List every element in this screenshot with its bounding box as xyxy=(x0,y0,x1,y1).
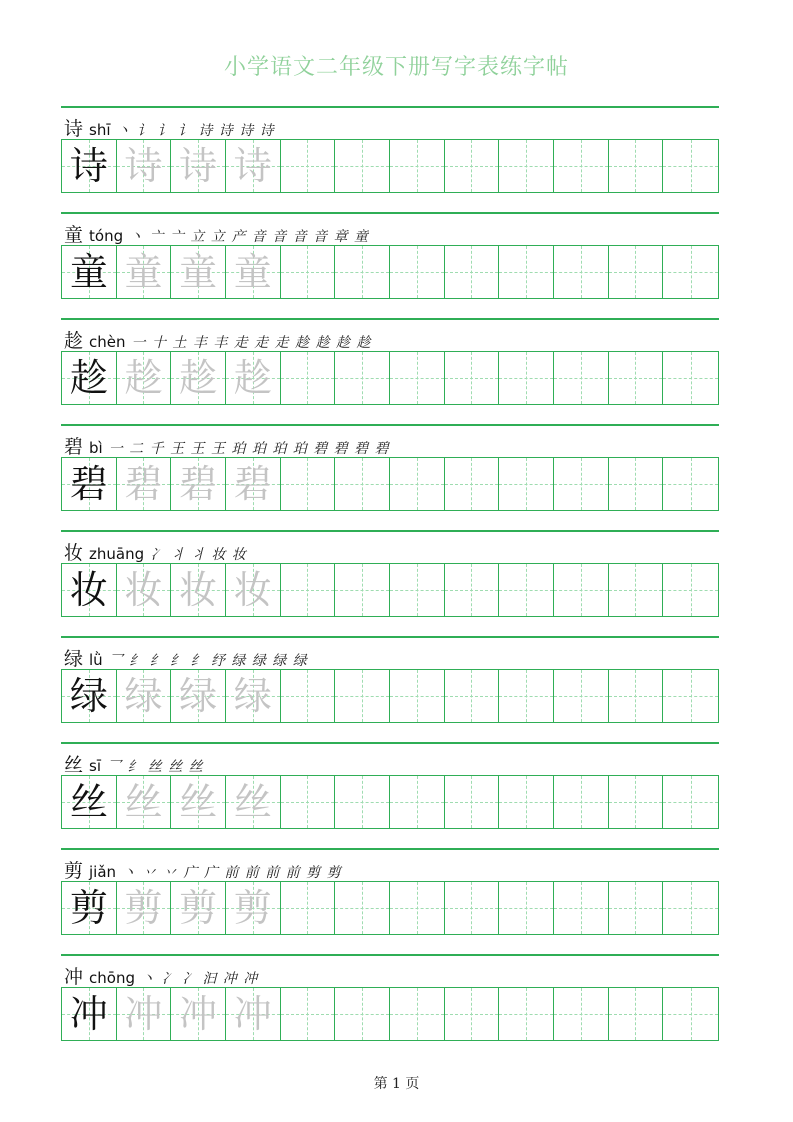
trace-cell xyxy=(171,776,226,828)
practice-cell[interactable] xyxy=(554,988,609,1040)
model-character: 绿 xyxy=(69,674,108,718)
header-character: 妆 xyxy=(64,542,84,564)
practice-cell[interactable] xyxy=(281,140,336,192)
header-character: 冲 xyxy=(64,966,84,988)
guide-line-horizontal xyxy=(554,802,608,803)
model-character: 趁 xyxy=(69,356,108,400)
guide-line-horizontal xyxy=(554,272,608,273)
trace-character: 妆 xyxy=(179,568,218,612)
practice-cell[interactable] xyxy=(499,564,554,616)
trace-cell xyxy=(226,882,281,934)
header-character: 绿 xyxy=(64,648,84,670)
writing-grid xyxy=(61,563,719,617)
trace-cell xyxy=(117,564,172,616)
trace-cell xyxy=(226,458,281,510)
guide-line-horizontal xyxy=(335,696,389,697)
row-divider xyxy=(61,848,719,850)
practice-cell[interactable] xyxy=(609,988,664,1040)
writing-grid xyxy=(61,457,719,511)
practice-cell[interactable] xyxy=(609,458,664,510)
practice-cell[interactable] xyxy=(281,352,336,404)
guide-line-horizontal xyxy=(499,590,553,591)
guide-line-horizontal xyxy=(335,484,389,485)
guide-line-horizontal xyxy=(390,590,444,591)
guide-line-horizontal xyxy=(390,378,444,379)
trace-cell xyxy=(226,670,281,722)
practice-cell[interactable] xyxy=(663,988,718,1040)
practice-cell[interactable] xyxy=(335,564,390,616)
practice-cell[interactable] xyxy=(554,140,609,192)
trace-character: 冲 xyxy=(233,992,272,1036)
row-divider xyxy=(61,424,719,426)
trace-cell xyxy=(117,670,172,722)
row-header xyxy=(64,538,247,562)
practice-cell[interactable] xyxy=(335,246,390,298)
trace-cell xyxy=(226,246,281,298)
practice-cell[interactable] xyxy=(335,140,390,192)
guide-line-horizontal xyxy=(390,166,444,167)
guide-line-horizontal xyxy=(609,908,663,909)
row-divider xyxy=(61,636,719,638)
practice-cell[interactable] xyxy=(499,246,554,298)
trace-character: 童 xyxy=(124,250,163,294)
practice-cell[interactable] xyxy=(281,564,336,616)
row-divider xyxy=(61,530,719,532)
header-character: 丝 xyxy=(64,754,84,776)
practice-cell[interactable] xyxy=(445,246,500,298)
trace-character: 趁 xyxy=(233,356,272,400)
guide-line-horizontal xyxy=(445,1014,499,1015)
guide-line-horizontal xyxy=(609,590,663,591)
trace-cell xyxy=(226,140,281,192)
guide-line-horizontal xyxy=(499,166,553,167)
trace-character: 诗 xyxy=(233,144,272,188)
practice-cell[interactable] xyxy=(609,246,664,298)
practice-cell[interactable] xyxy=(554,458,609,510)
stroke-order: 丶 冫 冫 汩 冲 冲 xyxy=(140,971,259,987)
trace-cell xyxy=(171,882,226,934)
practice-cell[interactable] xyxy=(390,882,445,934)
row-header xyxy=(64,856,342,880)
pinyin: tóng xyxy=(89,227,124,245)
guide-line-horizontal xyxy=(335,272,389,273)
row-header xyxy=(64,432,390,456)
trace-character: 诗 xyxy=(124,144,163,188)
model-cell xyxy=(62,776,117,828)
practice-cell[interactable] xyxy=(663,564,718,616)
guide-line-horizontal xyxy=(663,378,718,379)
guide-line-horizontal xyxy=(609,1014,663,1015)
pinyin: chōng xyxy=(89,969,135,987)
header-character: 趁 xyxy=(64,330,84,352)
trace-character: 趁 xyxy=(179,356,218,400)
trace-cell xyxy=(171,140,226,192)
practice-cell[interactable] xyxy=(499,882,554,934)
guide-line-horizontal xyxy=(554,166,608,167)
header-character: 诗 xyxy=(64,118,84,140)
model-cell xyxy=(62,246,117,298)
trace-cell xyxy=(171,352,226,404)
trace-character: 绿 xyxy=(179,674,218,718)
guide-line-horizontal xyxy=(663,590,718,591)
practice-cell[interactable] xyxy=(499,776,554,828)
model-character: 童 xyxy=(69,250,108,294)
practice-cell[interactable] xyxy=(554,670,609,722)
trace-cell xyxy=(117,458,172,510)
model-character: 丝 xyxy=(69,780,108,824)
practice-cell[interactable] xyxy=(663,246,718,298)
guide-line-horizontal xyxy=(281,378,335,379)
row-header xyxy=(64,750,204,774)
guide-line-horizontal xyxy=(445,696,499,697)
guide-line-horizontal xyxy=(609,484,663,485)
guide-line-horizontal xyxy=(609,696,663,697)
guide-line-horizontal xyxy=(554,908,608,909)
trace-cell xyxy=(171,988,226,1040)
trace-character: 丝 xyxy=(179,780,218,824)
pinyin: bì xyxy=(89,439,103,457)
writing-grid xyxy=(61,987,719,1041)
trace-character: 丝 xyxy=(233,780,272,824)
practice-cell[interactable] xyxy=(335,988,390,1040)
guide-line-horizontal xyxy=(499,378,553,379)
practice-cell[interactable] xyxy=(445,564,500,616)
guide-line-horizontal xyxy=(281,590,335,591)
guide-line-horizontal xyxy=(609,272,663,273)
practice-cell[interactable] xyxy=(390,776,445,828)
model-character: 剪 xyxy=(69,886,108,930)
guide-line-horizontal xyxy=(499,802,553,803)
model-cell xyxy=(62,882,117,934)
header-character: 剪 xyxy=(64,860,84,882)
model-character: 妆 xyxy=(69,568,108,612)
guide-line-horizontal xyxy=(499,908,553,909)
practice-cell[interactable] xyxy=(390,564,445,616)
trace-character: 冲 xyxy=(179,992,218,1036)
practice-cell[interactable] xyxy=(445,776,500,828)
guide-line-horizontal xyxy=(445,484,499,485)
guide-line-horizontal xyxy=(335,908,389,909)
row-divider xyxy=(61,318,719,320)
practice-cell[interactable] xyxy=(335,776,390,828)
row-header xyxy=(64,644,308,668)
practice-cell[interactable] xyxy=(663,776,718,828)
model-cell xyxy=(62,352,117,404)
guide-line-horizontal xyxy=(445,378,499,379)
trace-cell xyxy=(117,140,172,192)
practice-cell[interactable] xyxy=(445,882,500,934)
practice-cell[interactable] xyxy=(499,670,554,722)
row-header xyxy=(64,220,369,244)
guide-line-horizontal xyxy=(663,908,718,909)
guide-line-horizontal xyxy=(609,378,663,379)
guide-line-horizontal xyxy=(335,802,389,803)
guide-line-horizontal xyxy=(663,802,718,803)
guide-line-horizontal xyxy=(281,484,335,485)
row-header xyxy=(64,114,275,138)
practice-cell[interactable] xyxy=(281,988,336,1040)
guide-line-horizontal xyxy=(554,484,608,485)
practice-cell[interactable] xyxy=(609,352,664,404)
practice-cell[interactable] xyxy=(663,670,718,722)
practice-cell[interactable] xyxy=(554,352,609,404)
practice-cell[interactable] xyxy=(609,776,664,828)
practice-cell[interactable] xyxy=(499,140,554,192)
model-character: 诗 xyxy=(69,144,108,188)
row-divider xyxy=(61,106,719,108)
pinyin: shī xyxy=(89,121,111,139)
practice-cell[interactable] xyxy=(281,882,336,934)
practice-cell[interactable] xyxy=(609,882,664,934)
trace-character: 童 xyxy=(179,250,218,294)
trace-character: 剪 xyxy=(124,886,163,930)
practice-cell[interactable] xyxy=(390,246,445,298)
trace-cell xyxy=(171,564,226,616)
guide-line-horizontal xyxy=(390,696,444,697)
guide-line-horizontal xyxy=(335,378,389,379)
model-cell xyxy=(62,670,117,722)
stroke-order: 丶 亠 亠 立 立 产 音 音 音 音 章 童 xyxy=(129,229,370,245)
trace-cell xyxy=(226,352,281,404)
guide-line-horizontal xyxy=(445,908,499,909)
writing-grid xyxy=(61,669,719,723)
guide-line-horizontal xyxy=(499,484,553,485)
writing-grid xyxy=(61,881,719,935)
practice-cell[interactable] xyxy=(499,352,554,404)
row-divider xyxy=(61,212,719,214)
trace-cell xyxy=(226,564,281,616)
guide-line-horizontal xyxy=(281,908,335,909)
trace-cell xyxy=(117,988,172,1040)
row-divider xyxy=(61,742,719,744)
page-number: 第 1 页 xyxy=(373,1076,420,1092)
guide-line-horizontal xyxy=(554,378,608,379)
trace-character: 绿 xyxy=(233,674,272,718)
pinyin: jiǎn xyxy=(89,863,117,881)
guide-line-horizontal xyxy=(281,696,335,697)
practice-cell[interactable] xyxy=(390,670,445,722)
practice-cell[interactable] xyxy=(445,670,500,722)
guide-line-horizontal xyxy=(281,1014,335,1015)
trace-cell xyxy=(171,670,226,722)
trace-character: 诗 xyxy=(179,144,218,188)
pinyin: zhuāng xyxy=(89,545,145,563)
practice-cell[interactable] xyxy=(663,882,718,934)
stroke-order: 丶 讠 讠 讠 诗 诗 诗 诗 xyxy=(116,123,275,139)
practice-cell[interactable] xyxy=(554,776,609,828)
practice-cell[interactable] xyxy=(281,776,336,828)
practice-cell[interactable] xyxy=(390,140,445,192)
trace-cell xyxy=(117,776,172,828)
stroke-order: 一 二 千 王 王 王 珀 珀 珀 珀 碧 碧 碧 碧 xyxy=(108,441,390,457)
trace-character: 碧 xyxy=(233,462,272,506)
practice-cell[interactable] xyxy=(335,352,390,404)
guide-line-horizontal xyxy=(281,272,335,273)
guide-line-horizontal xyxy=(335,1014,389,1015)
writing-grid xyxy=(61,139,719,193)
guide-line-horizontal xyxy=(554,1014,608,1015)
practice-cell[interactable] xyxy=(445,352,500,404)
guide-line-horizontal xyxy=(663,484,718,485)
writing-grid xyxy=(61,351,719,405)
guide-line-horizontal xyxy=(609,166,663,167)
model-character: 碧 xyxy=(69,462,108,506)
model-cell xyxy=(62,140,117,192)
practice-cell[interactable] xyxy=(663,140,718,192)
practice-cell[interactable] xyxy=(390,458,445,510)
practice-cell[interactable] xyxy=(445,458,500,510)
practice-cell[interactable] xyxy=(663,458,718,510)
writing-grid xyxy=(61,775,719,829)
guide-line-horizontal xyxy=(390,272,444,273)
row-header xyxy=(64,962,258,986)
page-title: 小学语文二年级下册写字表练字帖 xyxy=(223,55,569,80)
writing-grid xyxy=(61,245,719,299)
trace-cell xyxy=(117,246,172,298)
trace-character: 丝 xyxy=(124,780,163,824)
header-character: 童 xyxy=(64,224,84,246)
trace-character: 剪 xyxy=(233,886,272,930)
guide-line-horizontal xyxy=(663,696,718,697)
trace-character: 碧 xyxy=(179,462,218,506)
practice-cell[interactable] xyxy=(499,988,554,1040)
practice-cell[interactable] xyxy=(554,246,609,298)
guide-line-horizontal xyxy=(499,1014,553,1015)
practice-cell[interactable] xyxy=(335,882,390,934)
trace-character: 妆 xyxy=(124,568,163,612)
stroke-order: 一 十 土 丰 丰 走 走 走 趁 趁 趁 趁 xyxy=(131,335,372,351)
guide-line-horizontal xyxy=(445,590,499,591)
trace-character: 冲 xyxy=(124,992,163,1036)
stroke-order: 丶 丷 丷 广 广 前 前 前 前 剪 剪 xyxy=(122,865,342,881)
trace-character: 妆 xyxy=(233,568,272,612)
practice-cell[interactable] xyxy=(609,670,664,722)
guide-line-horizontal xyxy=(499,696,553,697)
practice-cell[interactable] xyxy=(499,458,554,510)
pinyin: lǜ xyxy=(89,651,103,669)
guide-line-horizontal xyxy=(390,1014,444,1015)
practice-cell[interactable] xyxy=(390,352,445,404)
trace-cell xyxy=(117,352,172,404)
guide-line-horizontal xyxy=(663,166,718,167)
trace-character: 碧 xyxy=(124,462,163,506)
practice-cell[interactable] xyxy=(281,458,336,510)
header-character: 碧 xyxy=(64,436,84,458)
practice-cell[interactable] xyxy=(554,564,609,616)
practice-cell[interactable] xyxy=(335,670,390,722)
practice-cell[interactable] xyxy=(663,352,718,404)
practice-cell[interactable] xyxy=(390,988,445,1040)
guide-line-horizontal xyxy=(663,1014,718,1015)
practice-cell[interactable] xyxy=(281,670,336,722)
practice-cell[interactable] xyxy=(445,988,500,1040)
trace-cell xyxy=(226,988,281,1040)
trace-character: 绿 xyxy=(124,674,163,718)
guide-line-horizontal xyxy=(663,272,718,273)
guide-line-horizontal xyxy=(390,802,444,803)
guide-line-horizontal xyxy=(445,272,499,273)
model-cell xyxy=(62,988,117,1040)
guide-line-horizontal xyxy=(445,802,499,803)
stroke-order: 乛 纟 丝 丝 丝 xyxy=(107,759,204,775)
guide-line-horizontal xyxy=(554,590,608,591)
practice-cell[interactable] xyxy=(335,458,390,510)
pinyin: sī xyxy=(89,757,101,775)
model-cell xyxy=(62,564,117,616)
guide-line-horizontal xyxy=(499,272,553,273)
practice-cell[interactable] xyxy=(609,564,664,616)
guide-line-horizontal xyxy=(390,908,444,909)
row-divider xyxy=(61,954,719,956)
guide-line-horizontal xyxy=(390,484,444,485)
guide-line-horizontal xyxy=(609,802,663,803)
trace-cell xyxy=(171,458,226,510)
pinyin: chèn xyxy=(89,333,126,351)
guide-line-horizontal xyxy=(281,166,335,167)
trace-character: 童 xyxy=(233,250,272,294)
trace-cell xyxy=(117,882,172,934)
practice-cell[interactable] xyxy=(445,140,500,192)
guide-line-horizontal xyxy=(335,166,389,167)
guide-line-horizontal xyxy=(445,166,499,167)
row-header xyxy=(64,326,371,350)
practice-cell[interactable] xyxy=(609,140,664,192)
trace-character: 剪 xyxy=(179,886,218,930)
model-character: 冲 xyxy=(69,992,108,1036)
trace-cell xyxy=(226,776,281,828)
stroke-order: 乛 纟 纟 纟 纟 纾 绿 绿 绿 绿 xyxy=(108,653,308,669)
practice-cell[interactable] xyxy=(554,882,609,934)
trace-cell xyxy=(171,246,226,298)
stroke-order: 冫 丬 丬 妆 妆 xyxy=(150,547,247,563)
guide-line-horizontal xyxy=(554,696,608,697)
guide-line-horizontal xyxy=(281,802,335,803)
practice-cell[interactable] xyxy=(281,246,336,298)
model-cell xyxy=(62,458,117,510)
guide-line-horizontal xyxy=(335,590,389,591)
trace-character: 趁 xyxy=(124,356,163,400)
